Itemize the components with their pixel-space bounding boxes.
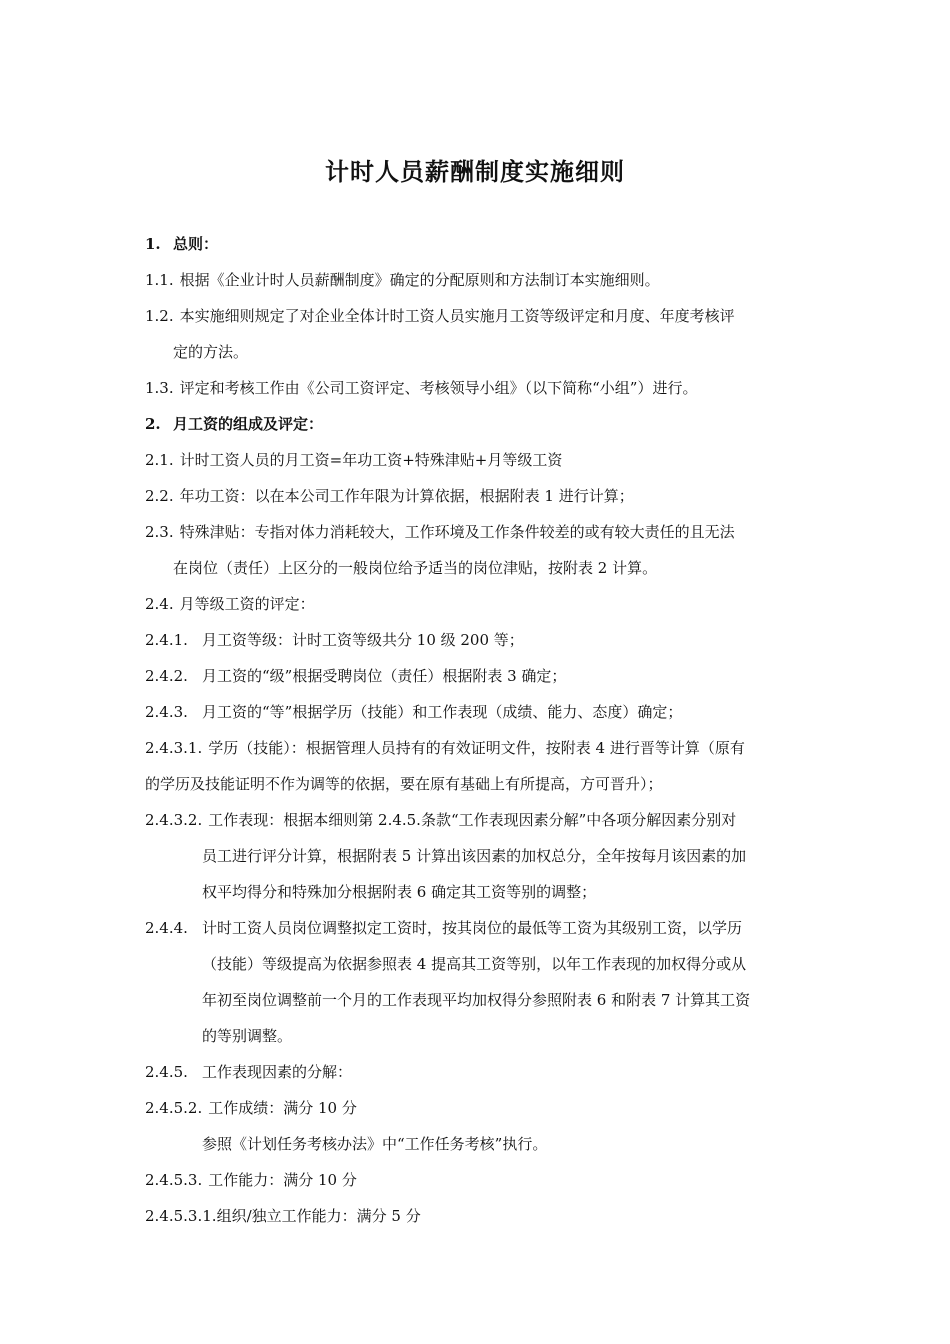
line-number: 2. — [145, 415, 161, 433]
document-line — [145, 1126, 810, 1162]
document-line — [145, 874, 810, 910]
document-line — [145, 1162, 810, 1198]
document-line — [145, 982, 810, 1018]
line-number: 2.4.5.3.1. — [145, 1207, 217, 1225]
line-number: 2.4.5. — [145, 1063, 188, 1081]
document-line — [145, 226, 810, 262]
line-number: 2.4.2. — [145, 667, 188, 685]
line-text: 根据《企业计时人员薪酬制度》确定的分配原则和方法制订本实施细则。 — [179, 271, 660, 289]
line-number: 1.1. — [145, 271, 174, 289]
line-number: 2.4.5.2. — [145, 1099, 203, 1117]
document-line — [145, 946, 810, 982]
document-line — [145, 370, 810, 406]
line-text: 计时工资人员的月工资=年功工资+特殊津贴+月等级工资 — [179, 451, 563, 469]
line-text: 月工资等级：计时工资等级共分 10 级 200 等； — [202, 631, 524, 649]
line-text: 月工资的“等”根据学历（技能）和工作表现（成绩、能力、态度）确定； — [202, 703, 683, 721]
line-text: 月等级工资的评定： — [179, 595, 315, 613]
line-text: 评定和考核工作由《公司工资评定、考核领导小组》（以下简称“小组”）进行。 — [179, 379, 698, 397]
document-line — [145, 622, 810, 658]
line-number: 2.4.1. — [145, 631, 188, 649]
document-line — [145, 730, 810, 766]
line-text: 学历（技能）：根据管理人员持有的有效证明文件，按附表 4 进行晋等计算（原有 — [208, 739, 745, 757]
document-line — [145, 658, 810, 694]
document-line — [145, 550, 810, 586]
line-text: 本实施细则规定了对企业全体计时工资人员实施月工资等级评定和月度、年度考核评 — [179, 307, 735, 325]
document-line — [145, 694, 810, 730]
line-number: 2.2. — [145, 487, 174, 505]
line-text: 权平均得分和特殊加分根据附表 6 确定其工资等别的调整； — [202, 883, 597, 901]
line-text: （技能）等级提高为依据参照表 4 提高其工资等别，以年工作表现的加权得分或从 — [202, 955, 747, 973]
line-text: 计时工资人员岗位调整拟定工资时，按其岗位的最低等工资为其级别工资，以学历 — [202, 919, 743, 937]
document-line — [145, 1018, 810, 1054]
line-text: 的学历及技能证明不作为调等的依据，要在原有基础上有所提高，方可晋升）； — [145, 775, 663, 793]
line-number: 1.3. — [145, 379, 174, 397]
line-text: 月工资的组成及评定： — [173, 415, 324, 433]
line-number: 1.2. — [145, 307, 174, 325]
line-text: 年初至岗位调整前一个月的工作表现平均加权得分参照附表 6 和附表 7 计算其工资 — [202, 991, 751, 1009]
document-title: 计时人员薪酬制度实施细则 — [325, 158, 625, 186]
line-number: 2.4.3.1. — [145, 739, 203, 757]
line-text: 月工资的“级”根据受聘岗位（责任）根据附表 3 确定； — [202, 667, 567, 685]
document-line — [145, 910, 810, 946]
line-text: 工作表现因素的分解： — [202, 1063, 353, 1081]
document-line — [145, 1198, 810, 1234]
document-line — [145, 478, 810, 514]
line-number: 2.4.4. — [145, 919, 188, 937]
line-text: 在岗位（责任）上区分的一般岗位给予适当的岗位津贴，按附表 2 计算。 — [173, 559, 658, 577]
line-number: 2.4. — [145, 595, 174, 613]
document-line — [145, 766, 810, 802]
line-text: 的等别调整。 — [202, 1027, 293, 1045]
line-text: 定的方法。 — [173, 343, 249, 361]
document-line — [145, 1054, 810, 1090]
line-text: 工作表现：根据本细则第 2.4.5.条款“工作表现因素分解”中各项分解因素分别对 — [208, 811, 737, 829]
document-line — [145, 442, 810, 478]
line-text: 总则： — [173, 235, 219, 253]
document-line — [145, 514, 810, 550]
document-line — [145, 262, 810, 298]
line-number: 2.4.3. — [145, 703, 188, 721]
document-line — [145, 298, 810, 334]
line-number: 2.4.5.3. — [145, 1171, 203, 1189]
document-line — [145, 838, 810, 874]
line-text: 工作成绩：满分 10 分 — [208, 1099, 357, 1117]
line-number: 1. — [145, 235, 161, 253]
line-text: 参照《计划任务考核办法》中“工作任务考核”执行。 — [202, 1135, 548, 1153]
document-line — [145, 334, 810, 370]
line-number: 2.4.3.2. — [145, 811, 203, 829]
line-text: 员工进行评分计算，根据附表 5 计算出该因素的加权总分，全年按每月该因素的加 — [202, 847, 747, 865]
document-line — [145, 802, 810, 838]
line-number: 2.3. — [145, 523, 174, 541]
document-line — [145, 586, 810, 622]
line-text: 特殊津贴：专指对体力消耗较大，工作环境及工作条件较差的或有较大责任的且无法 — [179, 523, 735, 541]
line-text: 组织/独立工作能力：满分 5 分 — [216, 1207, 421, 1225]
line-text: 年功工资：以在本公司工作年限为计算依据，根据附表 1 进行计算； — [179, 487, 634, 505]
document-line — [145, 406, 810, 442]
document-body — [145, 226, 810, 1234]
line-number: 2.1. — [145, 451, 174, 469]
document-line — [145, 1090, 810, 1126]
line-text: 工作能力：满分 10 分 — [208, 1171, 357, 1189]
